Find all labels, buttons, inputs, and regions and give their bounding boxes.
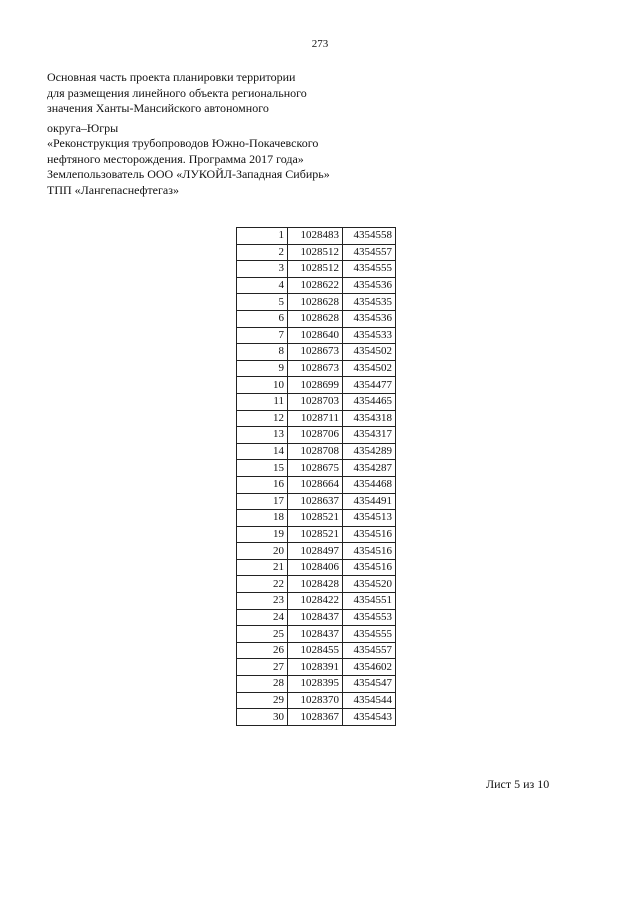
x-coordinate-cell: 1028391 (288, 659, 343, 676)
table-row (237, 510, 396, 527)
point-number-cell: 23 (237, 593, 288, 610)
x-coordinate-cell: 1028521 (288, 526, 343, 543)
table-row (237, 277, 396, 294)
y-coordinate-cell: 4354536 (343, 277, 396, 294)
header-line: Основная часть проекта планировки территории (47, 70, 296, 84)
y-coordinate-cell: 4354602 (343, 659, 396, 676)
point-number-cell: 21 (237, 559, 288, 576)
table-row (237, 443, 396, 460)
table-row (237, 393, 396, 410)
header-line: для размещения линейного объекта регионального (47, 85, 307, 100)
header-line: округа–Югры (47, 120, 119, 135)
y-coordinate-cell: 4354289 (343, 443, 396, 460)
document-header (47, 70, 367, 198)
table-row (237, 559, 396, 576)
table-row (237, 709, 396, 726)
x-coordinate-cell: 1028628 (288, 294, 343, 311)
x-coordinate-cell: 1028699 (288, 377, 343, 394)
x-coordinate-cell: 1028675 (288, 460, 343, 477)
sheet-footer: Лист 5 из 10 (486, 777, 550, 791)
table-row (237, 642, 396, 659)
x-coordinate-cell: 1028622 (288, 277, 343, 294)
x-coordinate-cell: 1028512 (288, 244, 343, 261)
point-number-cell: 2 (237, 244, 288, 261)
header-line: «Реконструкция трубопроводов Южно-Покачевского (47, 136, 319, 150)
point-number-cell: 1 (237, 228, 288, 245)
table-row (237, 493, 396, 510)
point-number-cell: 26 (237, 642, 288, 659)
x-coordinate-cell: 1028437 (288, 609, 343, 626)
table-row (237, 626, 396, 643)
point-number-cell: 16 (237, 476, 288, 493)
table-row (237, 659, 396, 676)
table-row (237, 410, 396, 427)
y-coordinate-cell: 4354543 (343, 709, 396, 726)
header-line: Землепользователь ООО «ЛУКОЙЛ-Западная Сибирь» (47, 167, 330, 181)
x-coordinate-cell: 1028703 (288, 393, 343, 410)
x-coordinate-cell: 1028640 (288, 327, 343, 344)
y-coordinate-cell: 4354520 (343, 576, 396, 593)
y-coordinate-cell: 4354535 (343, 294, 396, 311)
table-row (237, 609, 396, 626)
table-row (237, 261, 396, 278)
header-line: нефтяного месторождения. Программа 2017 года» (47, 151, 304, 166)
table-row (237, 228, 396, 245)
point-number-cell: 28 (237, 676, 288, 693)
point-number-cell: 29 (237, 692, 288, 709)
point-number-cell: 20 (237, 543, 288, 560)
point-number-cell: 11 (237, 393, 288, 410)
y-coordinate-cell: 4354558 (343, 228, 396, 245)
point-number-cell: 22 (237, 576, 288, 593)
table-row (237, 294, 396, 311)
y-coordinate-cell: 4354544 (343, 692, 396, 709)
page-number: 273 (311, 38, 329, 50)
x-coordinate-cell: 1028437 (288, 626, 343, 643)
x-coordinate-cell: 1028673 (288, 344, 343, 361)
point-number-cell: 17 (237, 493, 288, 510)
y-coordinate-cell: 4354477 (343, 377, 396, 394)
y-coordinate-cell: 4354553 (343, 609, 396, 626)
point-number-cell: 8 (237, 344, 288, 361)
y-coordinate-cell: 4354318 (343, 410, 396, 427)
point-number-cell: 19 (237, 526, 288, 543)
table-row (237, 460, 396, 477)
x-coordinate-cell: 1028673 (288, 360, 343, 377)
x-coordinate-cell: 1028711 (288, 410, 343, 427)
x-coordinate-cell: 1028367 (288, 709, 343, 726)
y-coordinate-cell: 4354551 (343, 593, 396, 610)
x-coordinate-cell: 1028428 (288, 576, 343, 593)
table-row (237, 327, 396, 344)
x-coordinate-cell: 1028455 (288, 642, 343, 659)
coordinates-table-body (237, 228, 396, 726)
table-row (237, 692, 396, 709)
point-number-cell: 5 (237, 294, 288, 311)
y-coordinate-cell: 4354502 (343, 360, 396, 377)
point-number-cell: 12 (237, 410, 288, 427)
table-row (237, 476, 396, 493)
table-row (237, 576, 396, 593)
y-coordinate-cell: 4354516 (343, 543, 396, 560)
x-coordinate-cell: 1028706 (288, 427, 343, 444)
y-coordinate-cell: 4354465 (343, 393, 396, 410)
y-coordinate-cell: 4354502 (343, 344, 396, 361)
x-coordinate-cell: 1028512 (288, 261, 343, 278)
x-coordinate-cell: 1028395 (288, 676, 343, 693)
x-coordinate-cell: 1028664 (288, 476, 343, 493)
x-coordinate-cell: 1028497 (288, 543, 343, 560)
point-number-cell: 24 (237, 609, 288, 626)
point-number-cell: 14 (237, 443, 288, 460)
y-coordinate-cell: 4354516 (343, 559, 396, 576)
table-row (237, 244, 396, 261)
y-coordinate-cell: 4354547 (343, 676, 396, 693)
point-number-cell: 10 (237, 377, 288, 394)
point-number-cell: 25 (237, 626, 288, 643)
point-number-cell: 7 (237, 327, 288, 344)
table-row (237, 310, 396, 327)
y-coordinate-cell: 4354468 (343, 476, 396, 493)
y-coordinate-cell: 4354533 (343, 327, 396, 344)
x-coordinate-cell: 1028406 (288, 559, 343, 576)
point-number-cell: 3 (237, 261, 288, 278)
y-coordinate-cell: 4354536 (343, 310, 396, 327)
y-coordinate-cell: 4354555 (343, 626, 396, 643)
point-number-cell: 4 (237, 277, 288, 294)
table-row (237, 676, 396, 693)
table-row (237, 543, 396, 560)
point-number-cell: 15 (237, 460, 288, 477)
point-number-cell: 27 (237, 659, 288, 676)
point-number-cell: 18 (237, 510, 288, 527)
y-coordinate-cell: 4354557 (343, 244, 396, 261)
y-coordinate-cell: 4354557 (343, 642, 396, 659)
point-number-cell: 6 (237, 310, 288, 327)
x-coordinate-cell: 1028483 (288, 228, 343, 245)
x-coordinate-cell: 1028637 (288, 493, 343, 510)
point-number-cell: 9 (237, 360, 288, 377)
y-coordinate-cell: 4354513 (343, 510, 396, 527)
table-row (237, 377, 396, 394)
x-coordinate-cell: 1028521 (288, 510, 343, 527)
y-coordinate-cell: 4354516 (343, 526, 396, 543)
y-coordinate-cell: 4354555 (343, 261, 396, 278)
table-row (237, 593, 396, 610)
header-line: ТПП «Лангепаснефтегаз» (47, 182, 179, 197)
point-number-cell: 13 (237, 427, 288, 444)
x-coordinate-cell: 1028370 (288, 692, 343, 709)
x-coordinate-cell: 1028628 (288, 310, 343, 327)
table-row (237, 344, 396, 361)
y-coordinate-cell: 4354317 (343, 427, 396, 444)
y-coordinate-cell: 4354491 (343, 493, 396, 510)
table-row (237, 526, 396, 543)
x-coordinate-cell: 1028422 (288, 593, 343, 610)
coordinates-table (236, 227, 396, 726)
x-coordinate-cell: 1028708 (288, 443, 343, 460)
table-row (237, 427, 396, 444)
y-coordinate-cell: 4354287 (343, 460, 396, 477)
table-row (237, 360, 396, 377)
header-line: значения Ханты-Мансийского автономного (47, 101, 269, 115)
point-number-cell: 30 (237, 709, 288, 726)
